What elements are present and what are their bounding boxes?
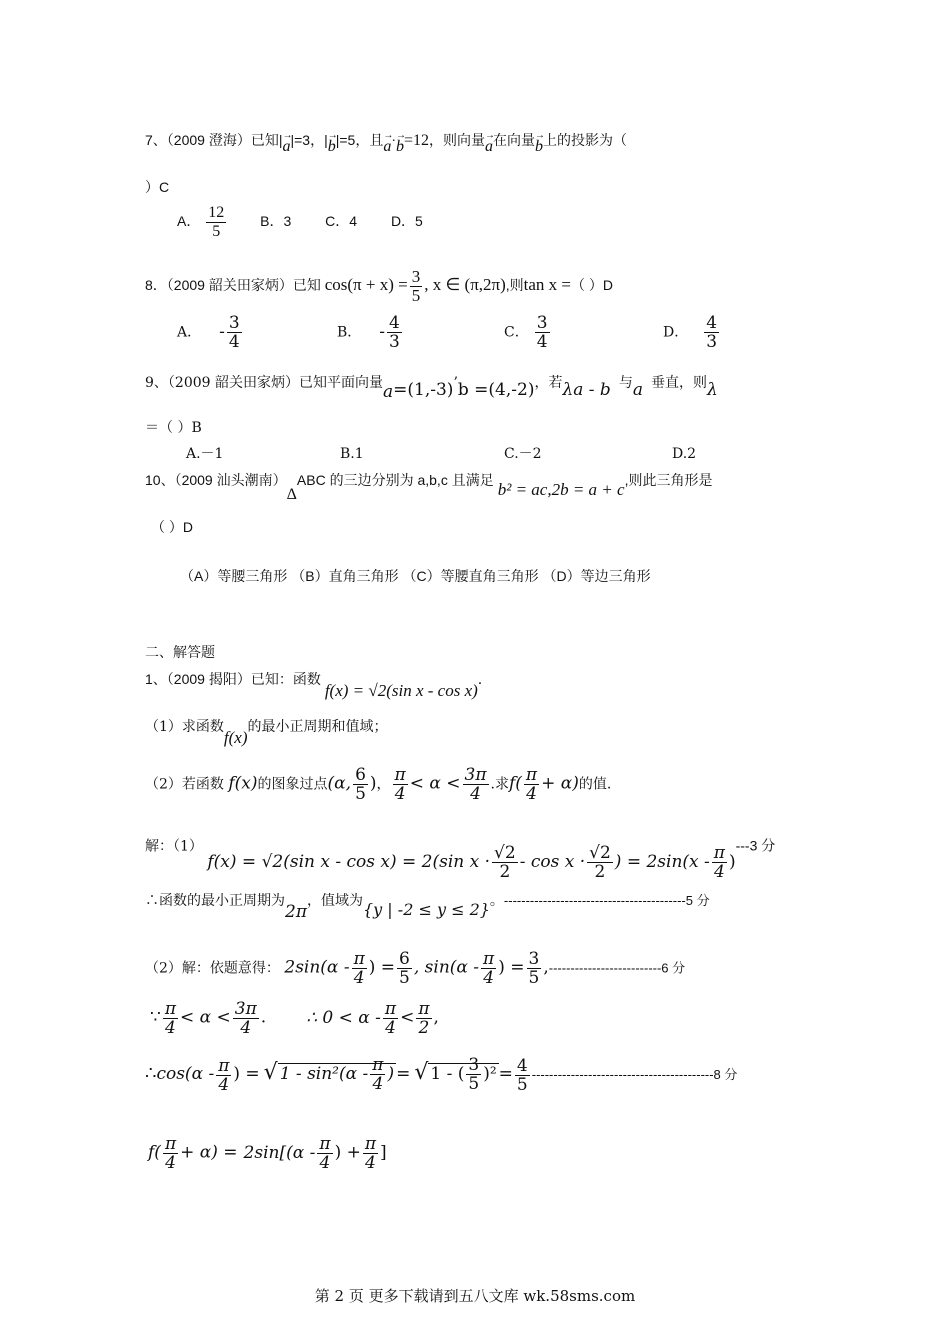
s4-pi-c: π bbox=[418, 999, 430, 1019]
s2-text: ∴函数的最小正周期为 bbox=[145, 893, 285, 909]
s5-root2-wrap bbox=[428, 1055, 498, 1094]
s4-a: < α < bbox=[180, 1007, 231, 1028]
s4-3pi4 bbox=[233, 1000, 259, 1037]
s5-root2-frac bbox=[466, 1056, 481, 1093]
s3-pi4-b bbox=[481, 950, 496, 987]
s3-four-b: 4 bbox=[483, 968, 495, 988]
q10-prefix: 10、（2009 汕头潮南） bbox=[145, 472, 287, 488]
q8-ask: tan x = bbox=[523, 275, 572, 295]
sub-question-2 bbox=[145, 766, 611, 803]
s3-five2: 5 bbox=[528, 968, 540, 988]
s4-c: < bbox=[400, 1007, 415, 1028]
q8-cond1: cos(π + x) = bbox=[324, 275, 408, 295]
p1-end: . bbox=[477, 672, 483, 688]
sub2-f-pi4 bbox=[524, 766, 539, 803]
q7-a-den: 5 bbox=[212, 223, 221, 240]
s4-two: 2 bbox=[418, 1018, 430, 1038]
q7-eq: =12 bbox=[404, 132, 430, 149]
s4-b: . bbox=[260, 1007, 267, 1028]
q8-suffix: （ ）D bbox=[571, 277, 614, 294]
q8-b-num: 4 bbox=[389, 313, 400, 333]
s1-sqrt2b: √2 bbox=[589, 843, 611, 863]
q7-option-b: B．3 bbox=[260, 213, 292, 230]
sub2-pi4 bbox=[393, 766, 408, 803]
q9-prefix: 9、（2009 韶关田家炳）已知平面向量 bbox=[145, 375, 383, 391]
q9-lambda: λ bbox=[706, 380, 718, 400]
s3-a: 2sin(α - bbox=[284, 957, 350, 978]
q8-c-num: 3 bbox=[536, 313, 548, 333]
q8-d-frac bbox=[704, 314, 719, 351]
page-footer: 第 2 页 更多下载请到五八文库 wk.58sms.com bbox=[314, 1287, 636, 1305]
q8-d-den: 3 bbox=[706, 332, 718, 352]
q8-b-sign: - bbox=[379, 321, 386, 342]
problem-1-line bbox=[145, 669, 483, 700]
s4-pi4 bbox=[163, 1000, 178, 1037]
sub2-f-pi: π bbox=[525, 765, 538, 785]
s2-text2: ，值域为 bbox=[307, 893, 363, 909]
s4-pi: π bbox=[164, 999, 177, 1019]
sub1-text: 的最小正周期和值域； bbox=[247, 719, 388, 735]
s3-c: , sin(α - bbox=[413, 957, 480, 978]
sqrt-icon-2: √ bbox=[414, 1060, 429, 1085]
solution-final-expression bbox=[148, 1135, 387, 1172]
q9-option-d: D.2 bbox=[672, 446, 697, 462]
q8-c-frac bbox=[535, 314, 550, 351]
q8-a-frac bbox=[227, 314, 242, 351]
s3-four-a: 4 bbox=[353, 968, 365, 988]
s1-frac1 bbox=[492, 844, 518, 881]
solution-part2 bbox=[145, 950, 685, 987]
sub1-func: f(x) bbox=[223, 728, 248, 747]
q9-mid2: 与 bbox=[618, 375, 633, 391]
s5-root1-pi: π bbox=[372, 1055, 384, 1075]
q7-suffix: 上的投影为（ bbox=[543, 132, 628, 148]
s3-six: 6 bbox=[399, 949, 410, 969]
q9-option-b: B.1 bbox=[340, 446, 364, 462]
sub2-ask: .求 bbox=[490, 776, 509, 793]
q7-mid1: |=3，| bbox=[290, 132, 328, 148]
s1-c: ) = 2sin(x - bbox=[614, 851, 710, 872]
s3-label: （2）解：依题意得： bbox=[145, 960, 280, 977]
s6-four-b: 4 bbox=[319, 1153, 331, 1173]
s4-four: 4 bbox=[165, 1018, 176, 1038]
q7-options bbox=[177, 204, 423, 241]
q8-d-label: D． bbox=[663, 324, 689, 341]
s4-because: ∵ bbox=[150, 1007, 161, 1028]
q7-answer-line: ）C bbox=[145, 179, 170, 195]
q7-dot-b: → b bbox=[396, 137, 404, 157]
sub-question-1 bbox=[145, 716, 388, 747]
s4-pi4-b bbox=[383, 1000, 398, 1037]
sub2-pi: π bbox=[394, 765, 406, 785]
sub2-f-post: + α) bbox=[541, 773, 579, 794]
q7-mid4: 在向量 bbox=[493, 132, 536, 148]
s3-pi-b: π bbox=[483, 949, 495, 969]
s5-pi: π bbox=[218, 1055, 230, 1076]
sub1-prefix: （1）求函数 bbox=[145, 719, 224, 735]
q7-option-d: D．5 bbox=[390, 213, 423, 230]
s1-pi: π bbox=[713, 843, 725, 863]
s5-score: ------------------------------------------8 分 bbox=[531, 1067, 738, 1082]
s5-root1-wrap bbox=[278, 1055, 396, 1094]
q7-vector-a: → a bbox=[282, 137, 290, 157]
s3-three: 3 bbox=[528, 949, 540, 969]
s1-score: ---3 分 bbox=[735, 837, 776, 854]
q8-a-num: 3 bbox=[228, 313, 240, 333]
s1-a: f(x) = √2(sin x - cos x) = 2(sin x · bbox=[207, 851, 491, 872]
s6-pi4-b bbox=[317, 1135, 332, 1172]
p1-function: f(x) = √2(sin x - cos x) bbox=[324, 681, 478, 700]
q9-expr: λa - b bbox=[562, 380, 611, 400]
q8-cond2: , x ∈ (π,2π) bbox=[424, 275, 506, 295]
s2-range: {y | -2 ≤ y ≤ 2} bbox=[363, 900, 490, 919]
q8-prefix: 8．（2009 韶关田家炳）已知 bbox=[145, 277, 321, 294]
sub2-3pi4 bbox=[463, 766, 489, 803]
s5-root1-end: ) bbox=[387, 1064, 395, 1084]
q9-b-val: b =(4,-2) bbox=[457, 380, 535, 400]
s6-pi: π bbox=[164, 1134, 177, 1154]
q7-a-num: 12 bbox=[208, 204, 225, 221]
q7-proj-b: → b bbox=[535, 137, 543, 157]
s4-four2: 4 bbox=[240, 1018, 252, 1038]
s3-three-five bbox=[527, 950, 542, 987]
sub2-end: 的值. bbox=[578, 776, 612, 793]
sqrt-icon: √ bbox=[263, 1060, 278, 1085]
s5-four: 4 bbox=[218, 1074, 230, 1095]
s3-b: ) = bbox=[368, 957, 396, 978]
sub2-point-num: 6 bbox=[355, 765, 366, 785]
q7-vector-b: → b bbox=[328, 137, 336, 157]
sub2-point-frac bbox=[353, 766, 368, 803]
q9-a: a bbox=[383, 382, 394, 402]
s5-c: = bbox=[396, 1064, 411, 1084]
s6-c: 2sin[(α - bbox=[243, 1142, 316, 1163]
q7-prefix: 7、（2009 澄海）已知| bbox=[145, 132, 283, 148]
q9-option-c: C.－2 bbox=[504, 446, 542, 462]
s1-frac2 bbox=[587, 844, 613, 881]
sub2-point-post: ) bbox=[369, 773, 377, 794]
s6-pi-c: π bbox=[364, 1134, 377, 1154]
s2-end: 。 bbox=[489, 893, 504, 909]
s6-four: 4 bbox=[165, 1153, 176, 1173]
sub2-func: f(x) bbox=[228, 773, 258, 794]
s5-root2-end: )² bbox=[483, 1064, 497, 1084]
s4-therefore: ∴ 0 < α - bbox=[306, 1007, 381, 1028]
sub2-four: 4 bbox=[394, 784, 406, 804]
s1-four: 4 bbox=[713, 862, 725, 882]
s3-d: ) = bbox=[498, 957, 525, 978]
s3-score: --------------------------6 分 bbox=[548, 960, 686, 976]
sub2-point-den: 5 bbox=[355, 784, 366, 804]
sub2-text: 的图象过点 bbox=[257, 776, 328, 793]
sub2-3pi: 3π bbox=[464, 765, 487, 785]
s4-four-b: 4 bbox=[385, 1018, 396, 1038]
s6-d: ) + bbox=[334, 1142, 361, 1163]
solution-cos bbox=[145, 1056, 737, 1094]
q9-answer-line: ＝（ ）B bbox=[145, 420, 202, 436]
s6-pi4-c bbox=[363, 1135, 378, 1172]
s1-label: 解：（1） bbox=[145, 838, 203, 855]
sub2-cond-pre: ， bbox=[376, 776, 391, 793]
q8-b-label: B． bbox=[337, 324, 362, 341]
q7-option-c: C．4 bbox=[325, 213, 358, 230]
q8-a-den: 4 bbox=[228, 332, 240, 352]
q9-mid3: 垂直，则 bbox=[650, 375, 707, 391]
q8-c-label: C． bbox=[504, 324, 529, 341]
s1-two: 2 bbox=[499, 862, 511, 882]
s5-root2: 1 - ( bbox=[430, 1064, 465, 1084]
solution-range bbox=[150, 1000, 439, 1037]
sub2-lt: < α < bbox=[409, 773, 461, 794]
q8-mid: ,则 bbox=[505, 277, 524, 294]
s4-pi2 bbox=[416, 1000, 431, 1037]
s6-pi-b: π bbox=[319, 1134, 331, 1154]
s1-pi4 bbox=[712, 844, 727, 881]
s1-twob: 2 bbox=[594, 862, 606, 882]
q8-b-den: 3 bbox=[389, 332, 400, 352]
q9-a2: a bbox=[632, 380, 643, 400]
q8-c-den: 4 bbox=[536, 332, 548, 352]
s6-a: f( bbox=[148, 1142, 161, 1163]
solution-part1 bbox=[145, 828, 776, 882]
s5-result-den: 5 bbox=[516, 1074, 528, 1095]
q10-text2: ,则此三角形是 bbox=[624, 472, 713, 488]
s3-e: , bbox=[543, 957, 549, 978]
q8-a-sign: - bbox=[219, 321, 225, 342]
q8-num: 3 bbox=[411, 267, 421, 286]
s4-pi-b: π bbox=[384, 999, 397, 1019]
q9-comma: ’ bbox=[453, 375, 458, 391]
s4-d: , bbox=[433, 1007, 439, 1028]
q7-mid3: ，则向量 bbox=[429, 132, 486, 148]
s2-period: 2π bbox=[285, 902, 307, 922]
q8-option-b bbox=[337, 314, 404, 351]
question-8-line bbox=[145, 268, 613, 305]
q10-options: （A）等腰三角形 （B）直角三角形 （C）等腰直角三角形 （D）等边三角形 bbox=[180, 568, 651, 584]
q10-answer-line: （ ）D bbox=[151, 519, 193, 535]
q7-proj-a: → a bbox=[485, 137, 493, 157]
s5-root1: 1 - sin²(α - bbox=[279, 1064, 369, 1084]
s4-3pi: 3π bbox=[234, 999, 257, 1019]
q9-option-a: A.－1 bbox=[186, 446, 224, 462]
s2-score: ------------------------------------------5 分 bbox=[503, 893, 710, 908]
s5-pi4 bbox=[216, 1057, 231, 1094]
q9-a-val: =(1,-3) bbox=[393, 380, 454, 400]
q8-option-a bbox=[177, 314, 244, 351]
s5-root2-five: 5 bbox=[468, 1074, 480, 1094]
s1-d: ) bbox=[728, 851, 736, 872]
q9-mid1: ，若 bbox=[534, 375, 563, 391]
q7-dot-a: → a bbox=[383, 137, 391, 157]
sub2-prefix: （2）若函数 bbox=[145, 776, 224, 793]
q10-cond: b² = ac,2b = a + c bbox=[497, 480, 625, 499]
s3-five: 5 bbox=[399, 968, 410, 988]
s6-four-c: 4 bbox=[365, 1153, 376, 1173]
q8-fraction bbox=[410, 268, 423, 305]
s5-a: cos(α - bbox=[156, 1064, 215, 1084]
s5-d: = bbox=[498, 1064, 513, 1084]
sub2-f-four: 4 bbox=[526, 784, 537, 804]
s3-six-five bbox=[397, 950, 412, 987]
sub2-f: f( bbox=[508, 773, 522, 794]
p1-prefix: 1、（2009 揭阳）已知：函数 bbox=[145, 671, 321, 687]
s5-root1-frac bbox=[370, 1056, 385, 1093]
q8-option-c bbox=[504, 314, 552, 351]
question-10-line bbox=[145, 470, 713, 503]
s6-e: ] bbox=[380, 1142, 387, 1163]
q8-a-label: A． bbox=[177, 324, 202, 341]
q7-mid2: |=5，且 bbox=[335, 132, 384, 148]
q10-delta: Δ bbox=[286, 486, 297, 503]
q7-option-a-label: A． bbox=[177, 213, 201, 230]
s1-sqrt2: √2 bbox=[494, 843, 516, 863]
solution-part1-conclusion bbox=[145, 890, 710, 922]
q7-dot: · bbox=[391, 134, 396, 149]
q8-b-frac bbox=[387, 314, 402, 351]
q8-d-num: 4 bbox=[706, 313, 718, 333]
question-7-line bbox=[145, 130, 628, 155]
s5-result-num: 4 bbox=[516, 1055, 528, 1076]
q7-option-a-fraction bbox=[206, 204, 226, 241]
s5-result bbox=[515, 1057, 530, 1094]
s5-root1-four: 4 bbox=[372, 1074, 384, 1094]
s5-b: ) = bbox=[233, 1064, 260, 1084]
sub2-four2: 4 bbox=[470, 784, 481, 804]
s6-b: + α) = bbox=[180, 1142, 238, 1163]
s3-pi4-a bbox=[352, 950, 367, 987]
s5-therefore: ∴ bbox=[145, 1063, 157, 1084]
question-9-line bbox=[145, 372, 718, 402]
s6-pi4 bbox=[163, 1135, 178, 1172]
q10-text1: ABC 的三边分别为 a,b,c 且满足 bbox=[296, 472, 494, 488]
s1-b: - cos x · bbox=[519, 851, 586, 872]
q8-den: 5 bbox=[411, 286, 421, 305]
section-title: 二、解答题 bbox=[145, 645, 215, 661]
q8-option-d bbox=[663, 314, 721, 351]
s5-root2-three: 3 bbox=[468, 1055, 480, 1075]
s3-pi-a: π bbox=[353, 949, 365, 969]
sub2-point-pre: (α, bbox=[327, 773, 352, 794]
